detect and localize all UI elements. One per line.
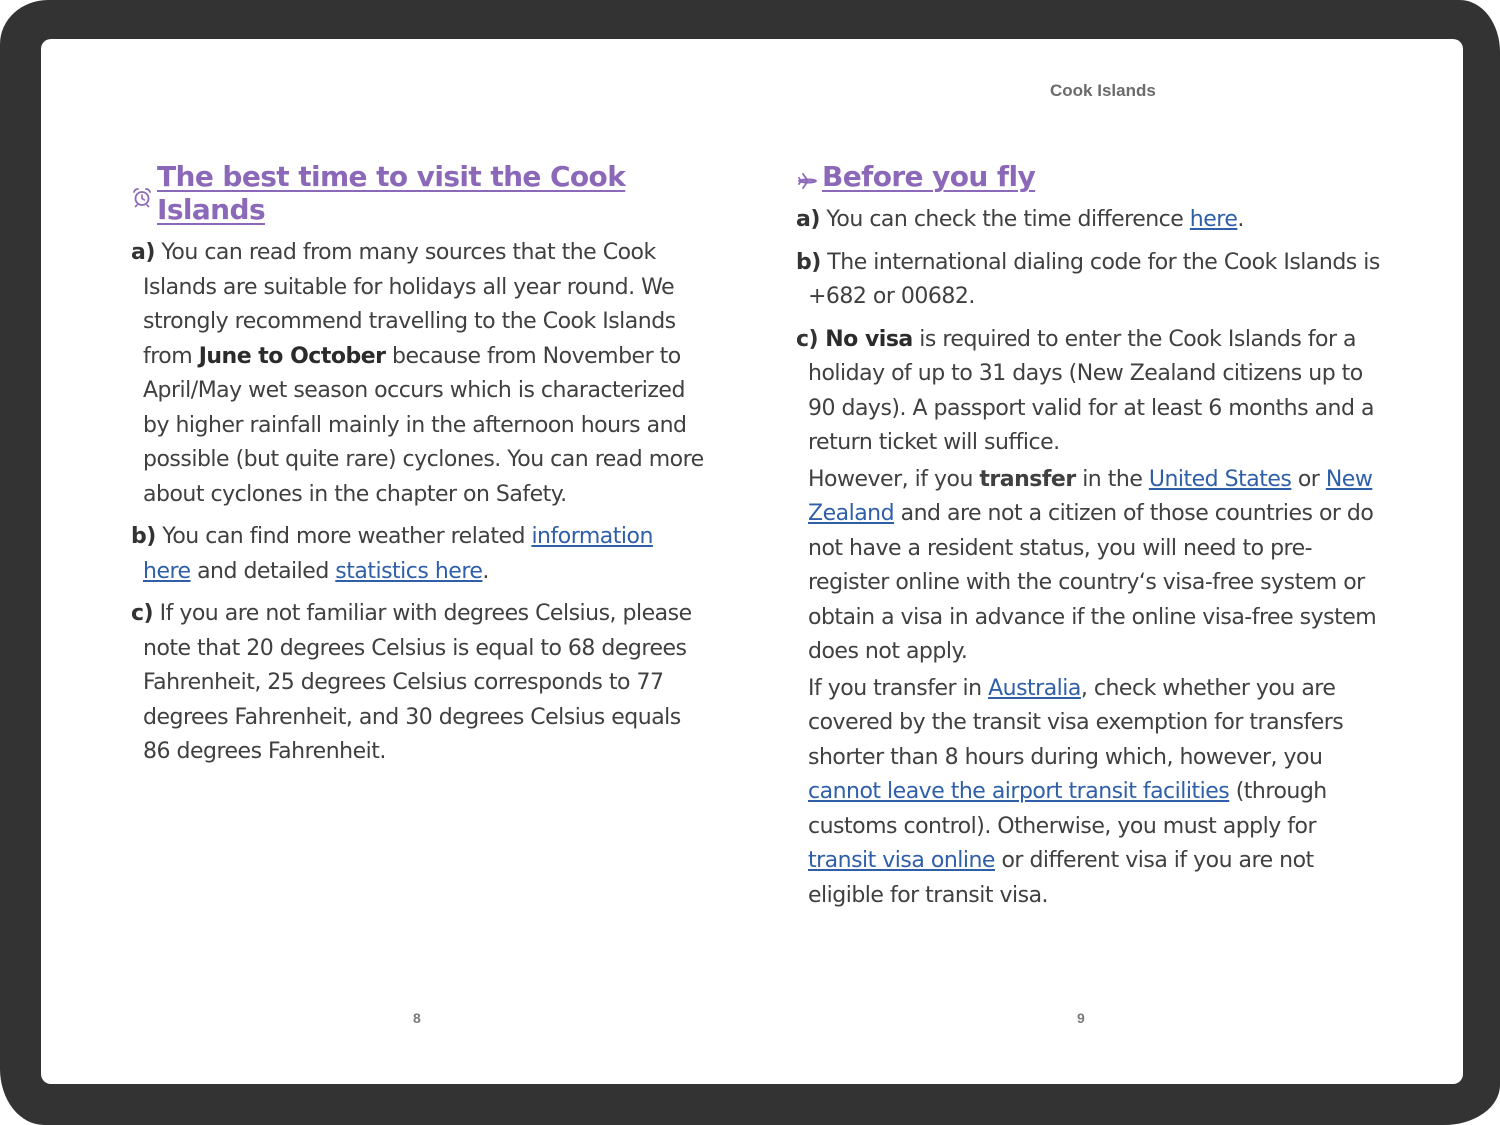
airplane-icon xyxy=(796,166,818,188)
item-text: If you are not familiar with degrees Celsius, please note that 20 degrees Celsius is equal to 68 degrees Fahrenheit, 25 degrees Celsius corresponds to 77 degrees Fahrenheit, and 30 degrees Celsius equals 86 degrees Fahrenheit. xyxy=(143,601,692,764)
list-item-a xyxy=(131,236,706,512)
time-difference-link[interactable]: here xyxy=(1189,207,1238,232)
page-number-right: 9 xyxy=(1077,1010,1085,1026)
item-text: , check whether you are covered by the transit visa exemption for transfers shorter than 8 hours during which, however, you xyxy=(808,675,1344,770)
item-text: If you transfer in xyxy=(808,675,989,701)
section-title: Before you fly xyxy=(822,160,1036,193)
section-heading-best-time xyxy=(131,160,706,226)
section-title: The best time to visit the Cook Islands xyxy=(157,160,626,226)
page-number-left: 8 xyxy=(413,1010,421,1026)
list-item-a xyxy=(796,203,1386,238)
item-marker: a) xyxy=(131,240,155,265)
item-marker: c) xyxy=(796,326,819,352)
united-states-link[interactable]: United States xyxy=(1148,466,1292,492)
item-text: (through customs control). Otherwise, you must apply for xyxy=(808,779,1327,839)
item-marker: b) xyxy=(796,249,821,275)
item-text: You can find more weather related xyxy=(155,524,532,549)
section-heading-before-you-fly xyxy=(796,160,1386,193)
transit-visa-online-link[interactable]: transit visa online xyxy=(808,848,995,873)
item-text: . xyxy=(1237,207,1244,232)
weather-information-link[interactable]: information here xyxy=(143,524,653,584)
item-marker: b) xyxy=(131,524,156,549)
item-text: and detailed xyxy=(190,558,336,584)
list-item-c xyxy=(131,597,706,770)
item-text: and are not a citizen of those countries or do not have a resident status, you will need to pre-register online with the country‘s visa-free system or obtain a visa in advance if the online visa-free system does not apply. xyxy=(808,501,1377,664)
weather-statistics-link[interactable]: statistics here xyxy=(335,558,483,584)
item-text: You can read from many sources that the Cook Islands are suitable for holidays all year round. We strongly recommend travelling to the Cook Islands from xyxy=(143,240,676,369)
item-text: However, if you xyxy=(808,466,980,492)
emphasis-text: transfer xyxy=(979,466,1076,492)
item-marker: c) xyxy=(131,601,154,626)
item-marker: a) xyxy=(796,207,820,232)
item-text: is required to enter the Cook Islands for a holiday of up to 31 days (New Zealand citizens up to 90 days). A passport valid for at least 6 months and a return ticket will suffice. xyxy=(808,326,1374,455)
item-text: The international dialing code for the Cook Islands is +682 or 00682. xyxy=(808,249,1380,309)
alarm-clock-icon xyxy=(131,182,153,204)
item-text: in the xyxy=(1075,466,1149,492)
list-item-c-transfer-paragraph xyxy=(796,463,1386,670)
item-text: . xyxy=(482,558,489,584)
new-zealand-link[interactable]: New Zealand xyxy=(808,466,1373,526)
item-text: because from November to April/May wet season occurs which is characterized by higher rainfall mainly in the afternoon hours and possible (but quite rare) cyclones. You can read more about cyclones in the chapter on Safety. xyxy=(143,343,704,507)
australia-link[interactable]: Australia xyxy=(988,675,1081,701)
list-item-b xyxy=(131,520,706,589)
right-page-content xyxy=(796,160,1386,915)
item-text: or xyxy=(1291,466,1326,492)
item-text: You can check the time difference xyxy=(819,207,1190,232)
list-item-c xyxy=(796,323,1386,461)
item-text: or different visa if you are not eligible for transit visa. xyxy=(808,848,1314,908)
emphasis-text: June to October xyxy=(198,343,386,369)
running-head: Cook Islands xyxy=(1050,81,1156,100)
airport-transit-facilities-link[interactable]: cannot leave the airport transit facilities xyxy=(808,779,1230,804)
left-page-content xyxy=(131,160,706,778)
list-item-b xyxy=(796,246,1386,315)
list-item-c-australia-paragraph xyxy=(796,672,1386,914)
emphasis-text: No visa xyxy=(818,326,913,352)
